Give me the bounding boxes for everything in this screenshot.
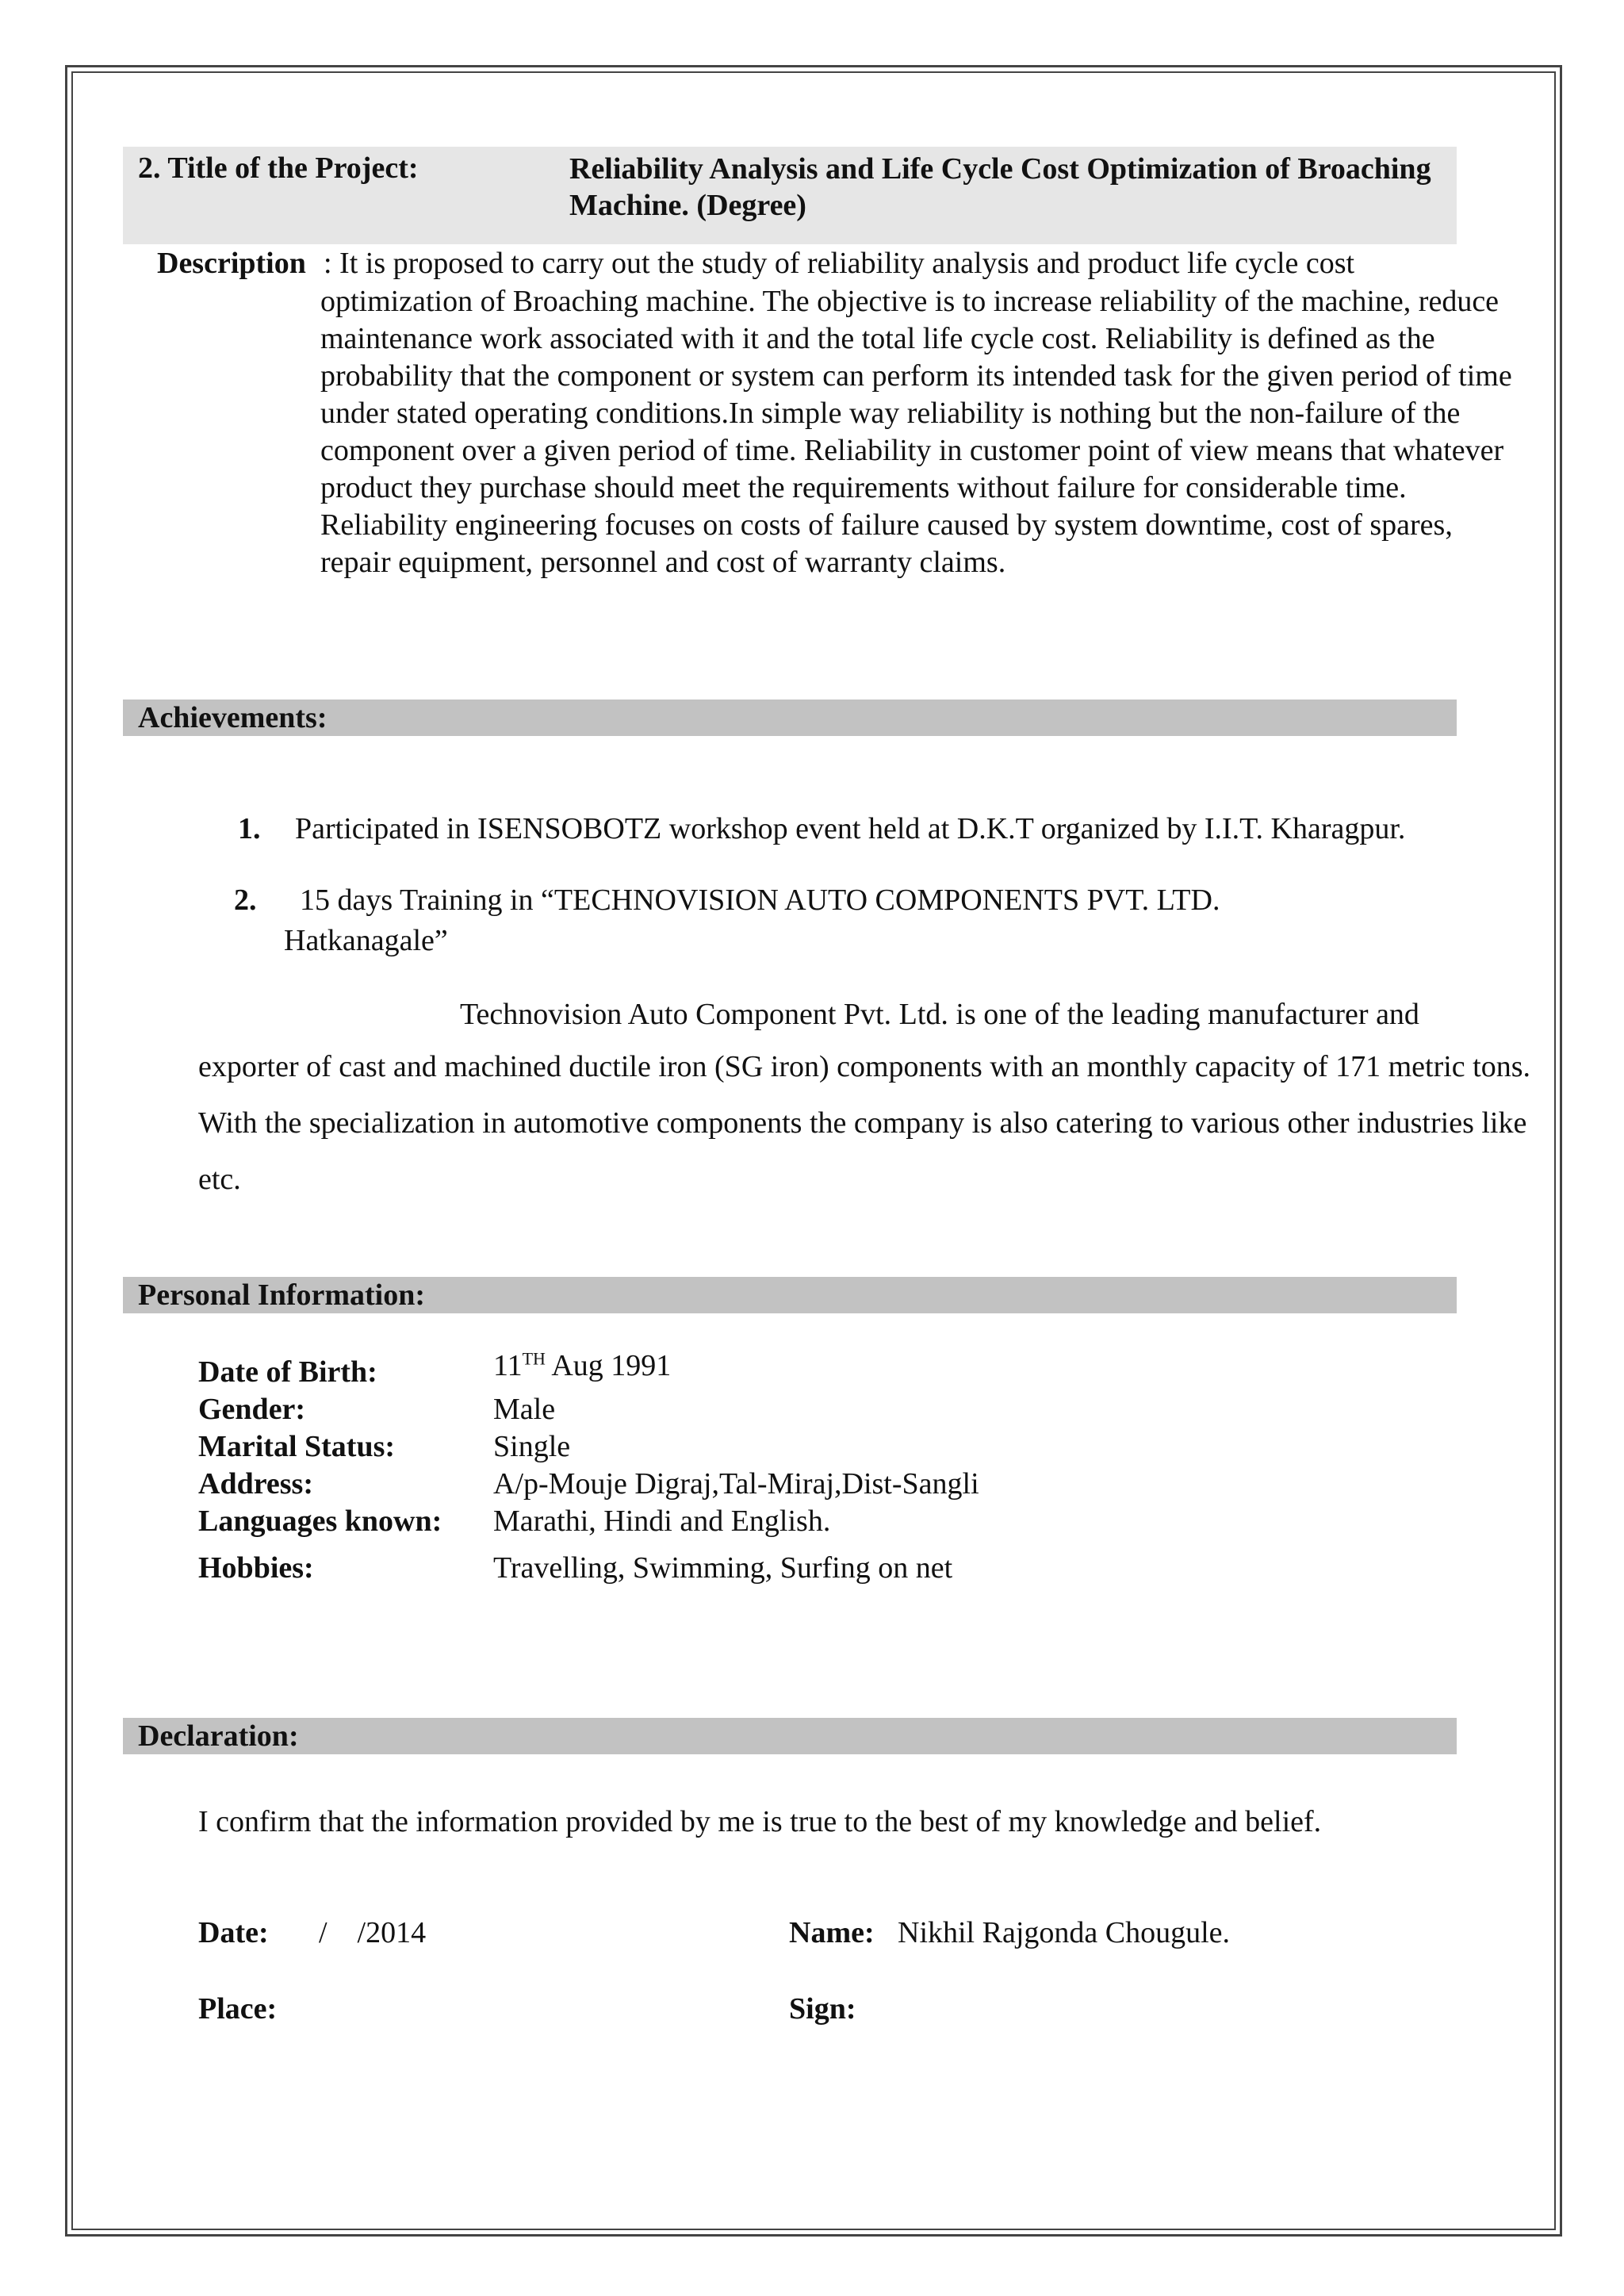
declaration-header-bar <box>123 1718 1457 1754</box>
languages-value: Marathi, Hindi and English. <box>493 1504 831 1538</box>
languages-label: Languages known: <box>198 1504 442 1538</box>
project-title: Reliability Analysis and Life Cycle Cost Optimization of Broaching Machine. (Degree) <box>569 152 1431 222</box>
description-label: Description <box>157 247 306 280</box>
place-label: Place: <box>198 1992 278 2026</box>
company-paragraph-first-line: Technovision Auto Component Pvt. Ltd. is one of the leading manufacturer and <box>460 998 1419 1031</box>
gender-label: Gender: <box>198 1393 306 1426</box>
description-body: optimization of Broaching machine. The objective is to increase reliability of the machine, reduce maintenance work associated with it and the total life cycle cost. Reliability is defined as the probability that the component or system can perform its intended task for the given period of time under stated operating conditions.In simple way reliability is nothing but the non-failure of the component over a given period of time. Reliability in customer point of view means that whatever product they purchase should meet the requirements without failure for considerable time. Reliability engineering focuses on costs of failure caused by system downtime, cost of spares, repair equipment, personnel and cost of warranty claims. <box>320 285 1512 579</box>
achievement-text-continued: Hatkanagale” <box>284 924 448 957</box>
declaration-text: I confirm that the information provided by me is true to the best of my knowledge and belief. <box>198 1805 1322 1838</box>
achievement-text: Participated in ISENSOBOTZ workshop event held at D.K.T organized by I.I.T. Kharagpur. <box>295 812 1406 845</box>
company-paragraph: exporter of cast and machined ductile iron (SG iron) components with an monthly capacity of 171 metric tons. With the specialization in automotive components the company is also catering to various other industries like etc. <box>198 1050 1530 1196</box>
gender-value: Male <box>493 1393 556 1426</box>
declaration-heading: Declaration: <box>138 1719 299 1753</box>
address-label: Address: <box>198 1467 313 1501</box>
marital-status-value: Single <box>493 1430 571 1463</box>
description-first-line: : It is proposed to carry out the study of reliability analysis and product life cycle cost <box>324 247 1355 280</box>
achievement-text: 15 days Training in “TECHNOVISION AUTO COMPONENTS PVT. LTD. <box>300 884 1220 917</box>
personal-info-heading: Personal Information: <box>138 1278 426 1312</box>
achievement-number: 2. <box>234 884 257 917</box>
dob-value: 11TH Aug 1991 <box>493 1348 672 1382</box>
achievements-heading: Achievements: <box>138 701 327 734</box>
dob-label: Date of Birth: <box>198 1355 377 1389</box>
name-label: Name: <box>789 1916 875 1949</box>
hobbies-label: Hobbies: <box>198 1551 314 1585</box>
sign-label: Sign: <box>789 1992 856 2026</box>
hobbies-value: Travelling, Swimming, Surfing on net <box>493 1551 953 1585</box>
marital-status-label: Marital Status: <box>198 1430 396 1463</box>
date-label: Date: <box>198 1916 269 1949</box>
project-label: 2. Title of the Project: <box>138 151 419 185</box>
achievement-number: 1. <box>238 812 261 845</box>
name-value: Nikhil Rajgonda Chougule. <box>898 1916 1231 1949</box>
date-value: / /2014 <box>319 1916 427 1949</box>
address-value: A/p-Mouje Digraj,Tal-Miraj,Dist-Sangli <box>493 1467 979 1501</box>
